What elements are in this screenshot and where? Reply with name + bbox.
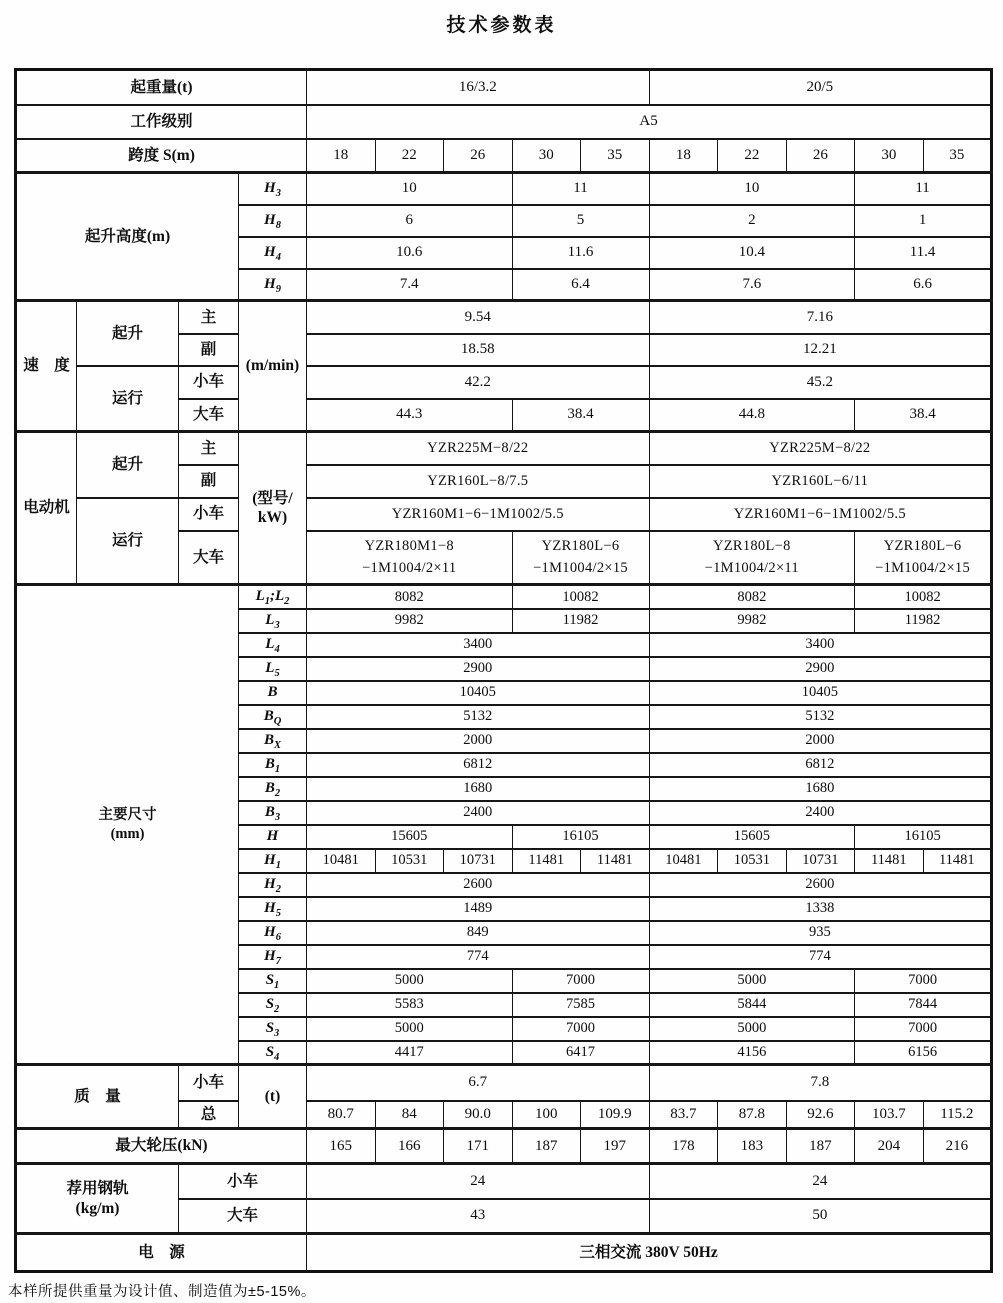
value-cell: 15605 [307,825,513,849]
dim-symbol-cell [239,269,307,301]
value-cell: 216 [923,1129,992,1164]
technical-parameters-table [14,68,993,1273]
value-cell: 38.4 [512,399,649,432]
motor-unit-line1: (型号/ [252,489,293,507]
value-cell: 11 [855,173,992,205]
value-cell: 183 [718,1129,787,1164]
motor-model-line2: −1M1004/2×11 [704,560,799,577]
duty-class-row [16,105,992,139]
motor-hoist-label: 起升 [77,432,179,498]
value-cell: 166 [375,1129,444,1164]
motor-unit-line2: kW) [257,509,288,526]
symbol: H [266,828,279,845]
symbol: H [264,924,276,941]
mass-unit: (t) [239,1065,307,1129]
value-cell: 774 [307,945,650,969]
value-cell: 5000 [307,1017,513,1041]
value-cell: 5583 [307,993,513,1017]
span-value: 35 [923,139,992,173]
symbol-sub: 2 [284,596,290,608]
value-cell: 44.8 [649,399,855,432]
value-cell: 10.4 [649,237,855,269]
value-cell: 1489 [307,897,650,921]
value-cell: 7000 [855,1017,992,1041]
capacity-value: 20/5 [649,70,992,105]
speed-crane-label: 大车 [179,399,239,432]
value-cell: 84 [375,1101,444,1129]
span-value: 26 [444,139,513,173]
value-cell: 197 [581,1129,650,1164]
value-cell: 11481 [581,849,650,873]
symbol-sub: 1 [275,860,281,872]
value-cell: 2000 [649,729,992,753]
value-cell: 9982 [307,609,513,633]
symbol-sub: 8 [275,220,281,232]
value-cell: 935 [649,921,992,945]
symbol: B [264,780,275,797]
rail-section-label [16,1164,179,1234]
value-cell: 24 [649,1164,992,1199]
value-cell: 80.7 [307,1101,376,1129]
value-cell: 3400 [307,633,650,657]
dim-symbol-cell [239,801,307,825]
symbol: L [265,660,275,677]
value-cell: 178 [649,1129,718,1164]
value-cell: 10082 [855,585,992,609]
symbol: H [264,212,276,229]
symbol-sub: 6 [275,932,281,944]
symbol: B [263,708,274,725]
symbol-sub: 1 [264,596,270,608]
value-cell: 6.4 [512,269,649,301]
value-cell: 11481 [512,849,581,873]
span-label: 跨度 S(m) [16,139,307,173]
span-value: 30 [855,139,924,173]
symbol-sub: 4 [275,252,281,264]
speed-trolley-label: 小车 [179,366,239,399]
dim-symbol-cell [239,921,307,945]
symbol: B [264,756,275,773]
symbol-sub: 1 [274,980,280,992]
value-cell: 2900 [307,657,650,681]
value-cell: 16105 [512,825,649,849]
symbol: L [265,612,275,629]
symbol: S [265,1043,275,1060]
value-cell: 11982 [855,609,992,633]
value-cell: 7585 [512,993,649,1017]
value-cell [307,531,513,585]
page-title: 技术参数表 [446,15,557,36]
symbol-sub: 2 [275,884,281,896]
rail-label-line2: (kg/m) [75,1199,120,1217]
dim-symbol-cell [239,753,307,777]
value-cell: 10405 [307,681,650,705]
value-cell: 1 [855,205,992,237]
value-cell: 10 [307,173,513,205]
symbol-sub: 3 [274,620,280,632]
symbol-sub: 4 [274,1051,280,1063]
value-cell: 774 [649,945,992,969]
symbol: H [264,244,276,261]
value-cell: 2400 [649,801,992,825]
value-cell: YZR160L−8/7.5 [307,465,650,498]
symbol-sub: 2 [274,1004,280,1016]
dim-symbol-cell [239,609,307,633]
value-cell: 24 [307,1164,650,1199]
power-row [16,1234,992,1272]
value-cell: 10082 [512,585,649,609]
value-cell: 849 [307,921,650,945]
motor-section-label: 电动机 [16,432,77,585]
duty-class-label: 工作级别 [16,105,307,139]
value-cell: 7000 [512,1017,649,1041]
value-cell: 6.7 [307,1065,650,1101]
value-cell: 10 [649,173,855,205]
value-cell: 165 [307,1129,376,1164]
span-value: 35 [581,139,650,173]
value-cell: 1680 [649,777,992,801]
value-cell: 6156 [855,1041,992,1065]
value-cell: 6812 [307,753,650,777]
value-cell: 2400 [307,801,650,825]
speed-trolley-row [16,366,992,399]
capacity-label: 起重量(t) [16,70,307,105]
symbol: B [264,804,275,821]
value-cell: 7.16 [649,301,992,334]
value-cell: 187 [512,1129,581,1164]
value-cell: 11.4 [855,237,992,269]
value-cell: 7844 [855,993,992,1017]
value-cell [855,531,992,585]
dims-label-line1: 主要尺寸 [98,807,157,824]
value-cell: 7.8 [649,1065,992,1101]
value-cell: 10731 [786,849,855,873]
value-cell: 115.2 [923,1101,992,1129]
dims-label-line2: (mm) [110,825,145,842]
value-cell: 11481 [855,849,924,873]
symbol-sub: 9 [275,283,281,295]
dim-symbol-cell [239,173,307,205]
value-cell: 10.6 [307,237,513,269]
value-cell: 92.6 [786,1101,855,1129]
dims-section-label [16,585,239,1065]
value-cell: 8082 [649,585,855,609]
value-cell: 2000 [307,729,650,753]
motor-trolley-row [16,498,992,531]
value-cell: 103.7 [855,1101,924,1129]
symbol: B [263,732,274,749]
value-cell: 10731 [444,849,513,873]
value-cell: YZR160L−6/11 [649,465,992,498]
value-cell: 5 [512,205,649,237]
dim-symbol-cell [239,969,307,993]
motor-main-label: 主 [179,432,239,465]
dim-symbol-cell [239,585,307,609]
motor-unit [239,432,307,585]
value-cell: 9982 [649,609,855,633]
symbol: S [265,972,275,989]
value-cell: YZR225M−8/22 [649,432,992,465]
value-cell: 15605 [649,825,855,849]
span-value: 18 [307,139,376,173]
symbol: H [264,852,276,869]
power-label: 电 源 [16,1234,307,1272]
mass-trolley-label: 小车 [179,1065,239,1101]
dim-symbol-cell [239,1041,307,1065]
value-cell: 2 [649,205,855,237]
symbol: H [264,900,276,917]
dim-symbol-cell [239,849,307,873]
dim-symbol-cell [239,237,307,269]
motor-crane-label: 大车 [179,531,239,585]
mass-section-label: 质 量 [16,1065,179,1129]
value-cell: 2600 [649,873,992,897]
symbol-sub: 5 [275,908,281,920]
symbol-sub: 5 [274,668,280,680]
symbol: H [264,180,276,197]
value-cell: 171 [444,1129,513,1164]
value-cell: 10405 [649,681,992,705]
speed-unit: (m/min) [239,301,307,432]
dim-symbol-cell [239,897,307,921]
symbol-sub: 2 [274,788,281,800]
value-cell: 11481 [923,849,992,873]
dim-symbol-cell [239,777,307,801]
value-cell: 5000 [649,969,855,993]
value-cell: 5132 [649,705,992,729]
symbol: H [264,876,276,893]
value-cell: 5132 [307,705,650,729]
symbol-sub: 7 [275,956,281,968]
symbol: S [265,996,275,1013]
capacity-value: 16/3.2 [307,70,650,105]
value-cell: 7000 [855,969,992,993]
value-cell: 16105 [855,825,992,849]
value-cell: 5000 [307,969,513,993]
dim-symbol-cell [239,873,307,897]
value-cell: 1680 [307,777,650,801]
value-cell: 87.8 [718,1101,787,1129]
value-cell: 10531 [375,849,444,873]
symbol-sub: Q [273,716,282,728]
symbol: B [267,684,278,701]
value-cell: YZR160M1−6−1M1002/5.5 [307,498,650,531]
motor-trolley-label: 小车 [179,498,239,531]
speed-travel-label: 运行 [77,366,179,432]
duty-class-value: A5 [307,105,992,139]
power-value: 三相交流 380V 50Hz [307,1234,992,1272]
value-cell: 90.0 [444,1101,513,1129]
dim-symbol-cell [239,681,307,705]
dim-symbol-cell [239,825,307,849]
value-cell: 18.58 [307,334,650,366]
dim-symbol-cell [239,205,307,237]
symbol-sub: 3 [275,188,281,200]
value-cell: 6 [307,205,513,237]
value-cell: 5000 [649,1017,855,1041]
value-cell: 50 [649,1199,992,1234]
dim-symbol-cell [239,633,307,657]
value-cell: 7000 [512,969,649,993]
value-cell: 38.4 [855,399,992,432]
value-cell: 2600 [307,873,650,897]
value-cell: 2900 [649,657,992,681]
symbol: L [255,588,265,605]
hoist-height-row-h3 [16,173,992,205]
value-cell: 4417 [307,1041,513,1065]
dim-symbol-cell [239,657,307,681]
mass-trolley-row [16,1065,992,1101]
value-cell: 1338 [649,897,992,921]
motor-travel-label: 运行 [77,498,179,585]
value-cell: YZR225M−8/22 [307,432,650,465]
span-row [16,139,992,173]
hoist-height-label: 起升高度(m) [16,173,239,301]
symbol-sub: 1 [274,764,281,776]
motor-model-line2: −1M1004/2×15 [875,560,971,577]
wheel-load-row [16,1129,992,1164]
value-cell: 45.2 [649,366,992,399]
value-cell: 6417 [512,1041,649,1065]
value-cell: 109.9 [581,1101,650,1129]
motor-model-line1: YZR180L−6 [541,537,620,554]
value-cell: 5844 [649,993,855,1017]
motor-model-line1: YZR180L−8 [712,537,791,554]
span-value: 26 [786,139,855,173]
motor-model-line2: −1M1004/2×15 [533,560,628,577]
span-value: 30 [512,139,581,173]
symbol: ;L [270,588,285,605]
speed-section-label: 速 度 [16,301,77,432]
rail-label-line1: 荐用钢轨 [66,1180,129,1198]
symbol: H [264,275,276,292]
value-cell: 6.6 [855,269,992,301]
symbol: S [265,1020,275,1037]
motor-model-line1: YZR180M1−8 [364,537,454,554]
value-cell: 6812 [649,753,992,777]
value-cell: 43 [307,1199,650,1234]
value-cell: YZR160M1−6−1M1002/5.5 [649,498,992,531]
capacity-row [16,70,992,105]
value-cell: 42.2 [307,366,650,399]
value-cell: 83.7 [649,1101,718,1129]
value-cell: 7.6 [649,269,855,301]
value-cell [512,531,649,585]
speed-aux-label: 副 [179,334,239,366]
motor-model-line2: −1M1004/2×11 [362,560,457,577]
symbol-sub: X [274,740,282,752]
span-value: 22 [375,139,444,173]
value-cell: 187 [786,1129,855,1164]
rail-trolley-label: 小车 [179,1164,307,1199]
value-cell: 3400 [649,633,992,657]
motor-model-line1: YZR180L−6 [883,537,962,554]
dims-row-L12 [16,585,992,609]
value-cell: 11.6 [512,237,649,269]
symbol-sub: 4 [274,644,280,656]
value-cell: 8082 [307,585,513,609]
value-cell: 11982 [512,609,649,633]
symbol: H [264,948,276,965]
value-cell: 4156 [649,1041,855,1065]
symbol: L [265,636,275,653]
rail-trolley-row [16,1164,992,1199]
dim-symbol-cell [239,1017,307,1041]
motor-aux-label: 副 [179,465,239,498]
dim-symbol-cell [239,945,307,969]
mass-total-label: 总 [179,1101,239,1129]
rail-crane-label: 大车 [179,1199,307,1234]
speed-main-row [16,301,992,334]
dim-symbol-cell [239,993,307,1017]
span-value: 18 [649,139,718,173]
value-cell: 10481 [649,849,718,873]
span-value: 22 [718,139,787,173]
symbol-sub: 3 [274,812,281,824]
footnote: 本样所提供重量为设计值、制造值为±5-15%。 [8,1284,316,1300]
speed-main-label: 主 [179,301,239,334]
value-cell: 12.21 [649,334,992,366]
value-cell: 100 [512,1101,581,1129]
value-cell: 44.3 [307,399,513,432]
value-cell [649,531,855,585]
wheel-load-label: 最大轮压(kN) [16,1129,307,1164]
value-cell: 9.54 [307,301,650,334]
speed-hoist-label: 起升 [77,301,179,366]
value-cell: 11 [512,173,649,205]
symbol-sub: 3 [274,1028,280,1040]
dim-symbol-cell [239,705,307,729]
value-cell: 7.4 [307,269,513,301]
value-cell: 10531 [718,849,787,873]
value-cell: 204 [855,1129,924,1164]
motor-main-row [16,432,992,465]
dim-symbol-cell [239,729,307,753]
value-cell: 10481 [307,849,376,873]
